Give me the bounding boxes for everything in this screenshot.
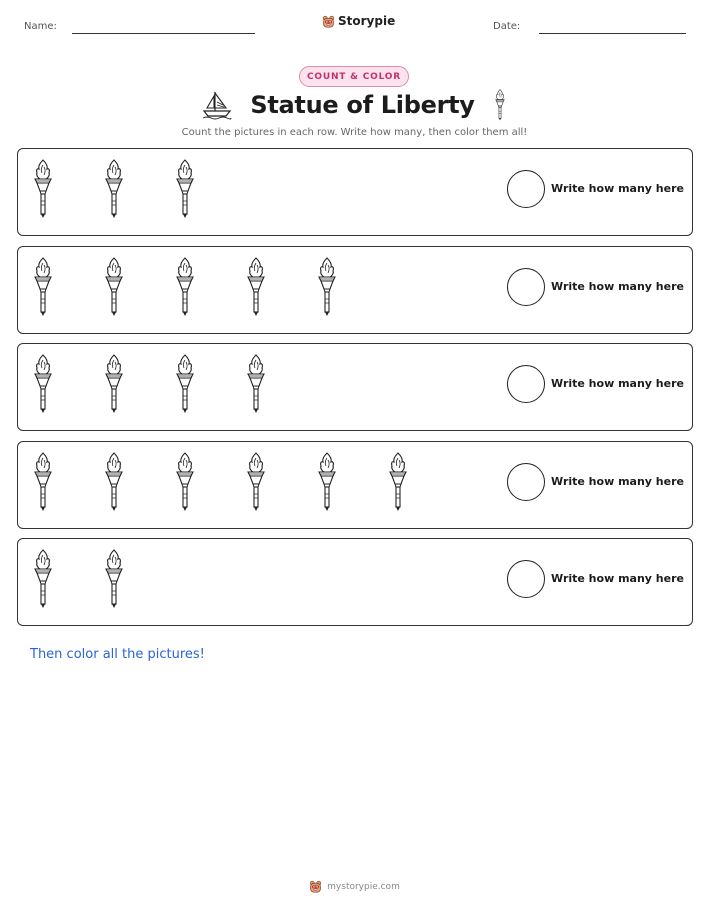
torch-icon[interactable] [103,255,125,319]
answer-circle[interactable] [507,560,545,598]
date-label: Date: [493,21,521,32]
answer-circle[interactable] [507,463,545,501]
footer [0,880,709,893]
storypie-mascot-icon [309,880,322,893]
torch-icon[interactable] [32,547,54,611]
torch-icon[interactable] [103,450,125,514]
torch-icon[interactable] [32,450,54,514]
count-row [17,343,693,431]
torch-icon[interactable] [103,547,125,611]
answer-circle[interactable] [507,365,545,403]
torch-icon[interactable] [32,255,54,319]
date-field[interactable] [539,33,686,34]
answer-circle[interactable] [507,170,545,208]
sailboat-icon [202,90,232,120]
count-row [17,148,693,236]
answer-label: Write how many here [551,377,684,390]
name-field[interactable] [72,33,255,34]
torch-icon[interactable] [316,255,338,319]
torch-icon[interactable] [387,450,409,514]
brand-logo [322,14,395,28]
torch-icon[interactable] [245,255,267,319]
torch-icon[interactable] [245,450,267,514]
brand-name: Storypie [338,14,396,28]
instructions: Count the pictures in each row. Write how many, then color them all! [181,127,528,138]
torch-icon[interactable] [103,157,125,221]
footer-site: mystorypie.com [327,881,400,892]
torch-icon[interactable] [316,450,338,514]
activity-badge: COUNT & COLOR [299,66,409,87]
storypie-mascot-icon [322,15,335,28]
torch-icon[interactable] [174,450,196,514]
torch-icon[interactable] [32,157,54,221]
torch-icon[interactable] [174,255,196,319]
answer-label: Write how many here [551,474,684,488]
count-row [17,246,693,334]
color-instruction: Then color all the pictures! [30,647,205,662]
name-label: Name: [24,21,57,32]
answer-label: Write how many here [551,572,684,585]
count-row [17,538,693,626]
answer-label: Write how many here [551,279,684,293]
torch-icon[interactable] [174,352,196,416]
torch-icon[interactable] [32,352,54,416]
torch-icon[interactable] [174,157,196,221]
torch-icon[interactable] [103,352,125,416]
torch-icon [493,88,507,122]
count-row [17,441,693,529]
answer-label: Write how many here [551,182,684,195]
page-title: Statue of Liberty [250,91,475,119]
torch-icon[interactable] [245,352,267,416]
title-row [0,88,709,122]
answer-circle[interactable] [507,268,545,306]
